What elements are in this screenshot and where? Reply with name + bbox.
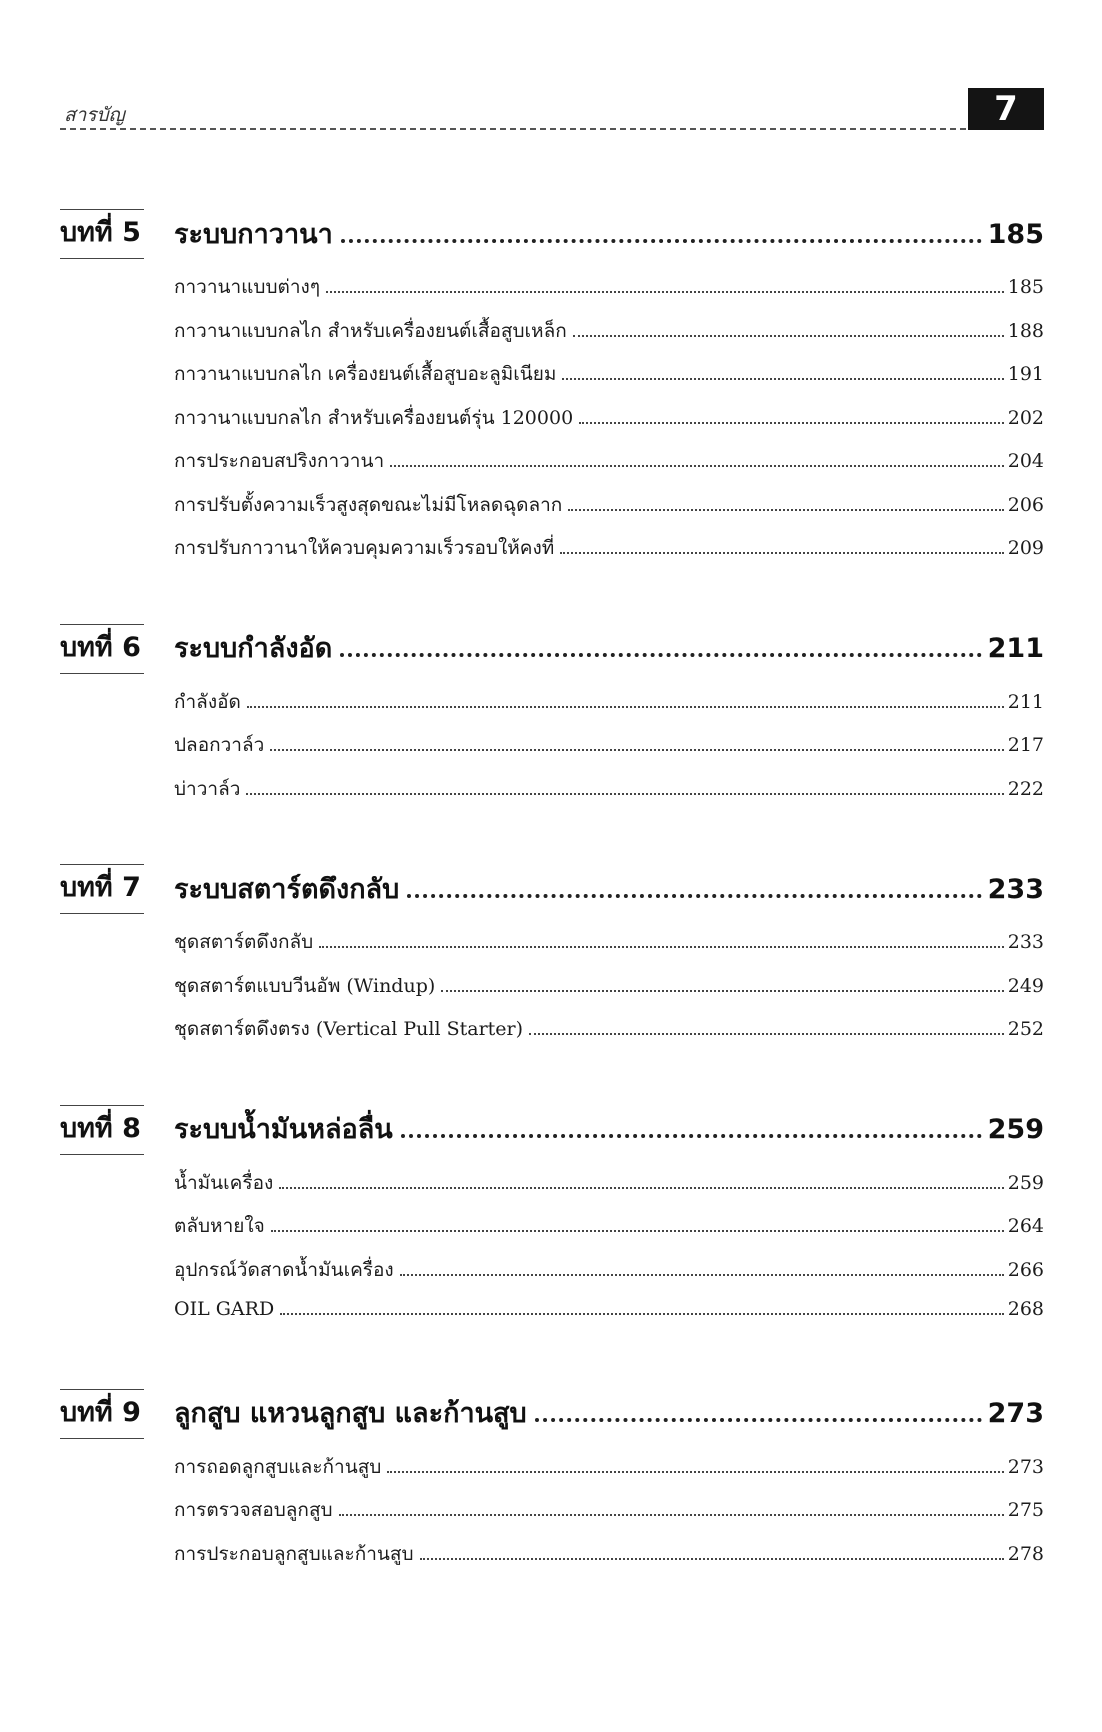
entry-page-number: 206 xyxy=(1007,493,1044,516)
entry-page-number: 275 xyxy=(1007,1499,1044,1521)
dot-leader xyxy=(387,1471,1003,1473)
chapter-page-number: 259 xyxy=(987,1114,1044,1145)
toc-entry xyxy=(174,1168,1044,1212)
chapter-label: บทที่ 7 xyxy=(60,864,160,912)
toc-entry xyxy=(174,1255,1044,1299)
entry-page-number: 211 xyxy=(1007,690,1044,713)
dot-leader xyxy=(271,1230,1004,1232)
toc-entry xyxy=(174,490,1044,534)
chapter-page-number: 211 xyxy=(987,633,1044,664)
toc-entry xyxy=(174,1452,1044,1496)
entry-title: ปลอกวาล์ว xyxy=(174,734,265,756)
chapter-heading xyxy=(60,206,1044,260)
chapter-title: ระบบน้ำมันหล่อลื่น xyxy=(174,1114,393,1145)
chapter-title: ระบบกาวานา xyxy=(174,218,333,250)
dot-leader xyxy=(319,946,1004,948)
table-of-contents xyxy=(60,206,1044,1626)
entry-title: กาวานาแบบกลไก สำหรับเครื่องยนต์เสื้อสูบเหล็ก xyxy=(174,319,567,342)
chapter-section xyxy=(60,1102,1044,1342)
entry-title: การปรับกาวานาให้ควบคุมความเร็วรอบให้คงที่ xyxy=(174,537,555,559)
entry-page-number: 266 xyxy=(1007,1258,1044,1281)
dot-leader xyxy=(568,509,1003,511)
dot-leader xyxy=(247,706,1004,708)
chapter-title-line xyxy=(174,1391,1044,1434)
dot-leader xyxy=(441,990,1003,992)
running-header-title: สารบัญ xyxy=(64,104,125,126)
entry-list xyxy=(174,1168,1044,1342)
entry-page-number: 259 xyxy=(1007,1171,1044,1194)
entry-title: การปรับตั้งความเร็วสูงสุดขณะไม่มีโหลดฉุดลาก xyxy=(174,493,563,516)
dot-leader xyxy=(326,291,1004,293)
chapter-section xyxy=(60,206,1044,577)
chapter-title-line xyxy=(174,1107,1044,1150)
dot-leader xyxy=(535,1418,982,1422)
chapter-label: บทที่ 5 xyxy=(60,209,160,257)
toc-entry xyxy=(174,1298,1044,1342)
entry-title: การตรวจสอบลูกสูบ xyxy=(174,1499,333,1521)
chapter-title-line xyxy=(174,626,1044,669)
entry-title: การถอดลูกสูบและก้านสูบ xyxy=(174,1455,382,1478)
dot-leader xyxy=(339,1514,1004,1516)
entry-title: กาวานาแบบกลไก สำหรับเครื่องยนต์รุ่น 120000 xyxy=(174,406,574,429)
chapter-page-number: 233 xyxy=(987,873,1044,905)
dot-leader xyxy=(246,793,1003,795)
entry-title: กาวานาแบบต่างๆ xyxy=(174,276,321,298)
dot-leader xyxy=(270,749,1003,751)
entry-page-number: 204 xyxy=(1007,450,1044,472)
toc-entry xyxy=(174,687,1044,731)
toc-entry xyxy=(174,971,1044,1015)
dot-leader xyxy=(340,653,981,657)
dot-leader xyxy=(573,335,1004,337)
toc-entry xyxy=(174,272,1044,316)
chapter-title-line xyxy=(174,212,1044,255)
toc-entry xyxy=(174,927,1044,971)
entry-page-number: 185 xyxy=(1007,276,1044,298)
entry-page-number: 252 xyxy=(1007,1018,1044,1040)
dot-leader xyxy=(529,1033,1004,1035)
entry-page-number: 222 xyxy=(1007,777,1044,800)
chapter-title: ลูกสูบ แหวนลูกสูบ และก้านสูบ xyxy=(174,1398,527,1429)
toc-entry xyxy=(174,403,1044,447)
entry-list xyxy=(174,1452,1044,1583)
dot-leader xyxy=(420,1558,1004,1560)
chapter-heading xyxy=(60,621,1044,675)
dot-leader xyxy=(407,894,981,898)
entry-list xyxy=(174,687,1044,818)
chapter-section xyxy=(60,621,1044,818)
entry-title: กาวานาแบบกลไก เครื่องยนต์เสื้อสูบอะลูมิเนียม xyxy=(174,363,557,385)
chapter-heading xyxy=(60,861,1044,915)
chapter-title-line xyxy=(174,867,1044,910)
dot-leader xyxy=(560,552,1003,554)
entry-page-number: 209 xyxy=(1007,537,1044,559)
toc-entry xyxy=(174,730,1044,774)
entry-title: ชุดสตาร์ตแบบวีนอัพ (Windup) xyxy=(174,974,436,997)
chapter-heading xyxy=(60,1386,1044,1440)
entry-title: การประกอบลูกสูบและก้านสูบ xyxy=(174,1542,414,1565)
entry-title: ชุดสตาร์ตดึงกลับ xyxy=(174,931,314,953)
entry-page-number: 202 xyxy=(1007,406,1044,429)
toc-entry xyxy=(174,1014,1044,1058)
entry-title: กำลังอัด xyxy=(174,690,241,713)
toc-entry xyxy=(174,1211,1044,1255)
page-number-badge: 7 xyxy=(968,88,1044,130)
toc-entry xyxy=(174,446,1044,490)
entry-title: OIL GARD xyxy=(174,1298,275,1320)
dot-leader xyxy=(390,465,1004,467)
toc-entry xyxy=(174,316,1044,360)
entry-title: น้ำมันเครื่อง xyxy=(174,1171,274,1194)
entry-list xyxy=(174,927,1044,1058)
chapter-section xyxy=(60,861,1044,1058)
chapter-section xyxy=(60,1386,1044,1583)
entry-page-number: 278 xyxy=(1007,1542,1044,1565)
dot-leader xyxy=(400,1274,1004,1276)
chapter-page-number: 273 xyxy=(987,1398,1044,1429)
entry-list xyxy=(174,272,1044,577)
toc-entry xyxy=(174,774,1044,818)
toc-entry xyxy=(174,1495,1044,1539)
dot-leader xyxy=(280,1313,1004,1315)
header-dashed-rule xyxy=(60,128,966,130)
entry-page-number: 264 xyxy=(1007,1215,1044,1237)
chapter-title: ระบบสตาร์ตดึงกลับ xyxy=(174,873,400,905)
toc-entry xyxy=(174,1539,1044,1583)
entry-title: ชุดสตาร์ตดึงตรง (Vertical Pull Starter) xyxy=(174,1018,524,1040)
chapter-page-number: 185 xyxy=(987,218,1044,250)
dot-leader xyxy=(401,1134,982,1138)
chapter-heading xyxy=(60,1102,1044,1156)
entry-title: ตลับหายใจ xyxy=(174,1215,265,1237)
toc-entry xyxy=(174,533,1044,577)
dot-leader xyxy=(579,422,1004,424)
chapter-label: บทที่ 6 xyxy=(60,624,160,672)
dot-leader xyxy=(341,239,982,243)
entry-page-number: 249 xyxy=(1007,974,1044,997)
entry-page-number: 268 xyxy=(1007,1298,1044,1320)
toc-entry xyxy=(174,359,1044,403)
dot-leader xyxy=(279,1187,1003,1189)
entry-page-number: 191 xyxy=(1007,363,1044,385)
entry-page-number: 233 xyxy=(1007,931,1044,953)
entry-title: การประกอบสปริงกาวานา xyxy=(174,450,385,472)
entry-title: บ่าวาล์ว xyxy=(174,777,241,800)
entry-page-number: 217 xyxy=(1007,734,1044,756)
chapter-label: บทที่ 9 xyxy=(60,1389,160,1437)
dot-leader xyxy=(562,378,1003,380)
chapter-label: บทที่ 8 xyxy=(60,1105,160,1153)
entry-page-number: 188 xyxy=(1007,319,1044,342)
entry-title: อุปกรณ์วัดสาดน้ำมันเครื่อง xyxy=(174,1258,394,1281)
chapter-title: ระบบกำลังอัด xyxy=(174,633,333,664)
entry-page-number: 273 xyxy=(1007,1455,1044,1478)
page-header xyxy=(60,88,1044,132)
